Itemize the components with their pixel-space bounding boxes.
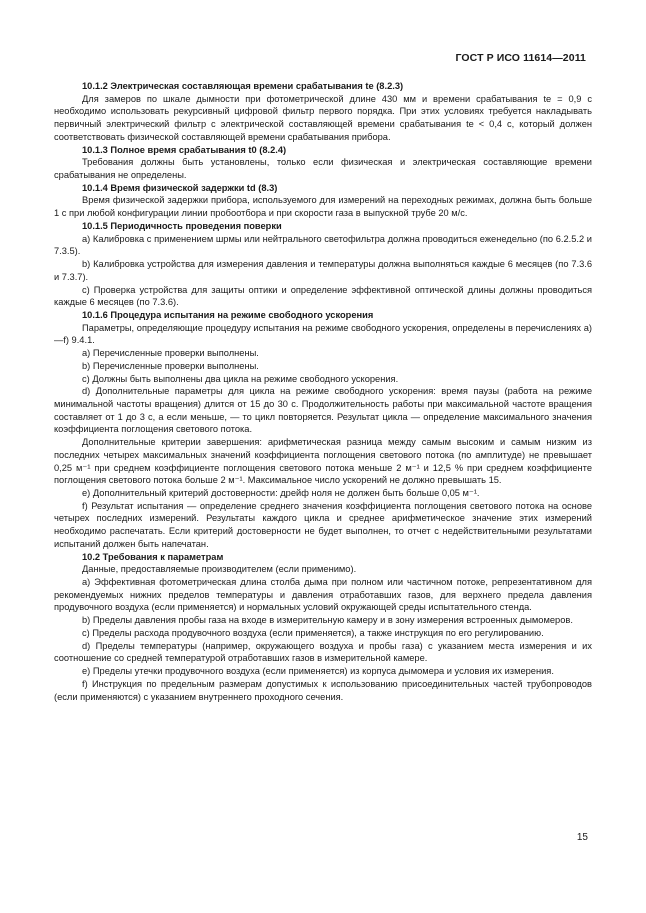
section-heading: 10.1.4 Время физической задержки td (8.3): [82, 182, 278, 193]
paragraph: b) Перечисленные проверки выполнены.: [82, 360, 259, 371]
paragraph: e) Дополнительный критерий достоверности: дрейф ноля не должен быть больше 0,05 м⁻¹.: [82, 488, 480, 498]
page-number: 15: [576, 832, 588, 843]
paragraph: d) Пределы температуры (например, окружающего воздуха и пробы газа) с указанием места измерения и их соотношение со средней температурой отработавших газов в измерительной камере.: [54, 640, 592, 664]
section-heading: 10.1.5 Периодичность проведения поверки: [82, 220, 282, 231]
paragraph: f) Результат испытания — определение среднего значения коэффициента поглощения светового потока на основе четырех последних измерений. Результаты каждого цикла и среднее арифметическое значение этих измерений необходимо распечатать. Если критерий достоверности не будет выполнен, то отчет с недействительными результатами испытаний должен быть напечатан.: [54, 500, 592, 549]
paragraph: Параметры, определяющие процедуру испытания на режиме свободного ускорения, определены в перечислениях а)—f) 9.4.1.: [54, 322, 592, 346]
section-heading: 10.2 Требования к параметрам: [82, 551, 224, 562]
paragraph: Для замеров по шкале дымности при фотометрической длине 430 мм и времени срабатывания tе = 0,9 с необходимо использовать рекурсивный цифровой фильтр первого порядка. При этих условиях требуется накладывать первичный электрический фильтр с электрической составляющей времени срабатывания tе < 0,4 с, который должен соответствовать физической составляющей времени срабатывания прибора.: [54, 93, 592, 142]
section-heading: 10.1.3 Полное время срабатывания t0 (8.2.4): [82, 144, 287, 155]
document-body: [54, 80, 592, 703]
paragraph: f) Инструкция по предельным размерам допустимых к использованию присоединительных частей трубопроводов (если применяются) с указанием внутреннего проходного сечения.: [54, 678, 592, 702]
paragraph: e) Пределы утечки продувочного воздуха (если применяется) из корпуса дымомера и условия их измерения.: [82, 666, 554, 677]
paragraph: c) Пределы расхода продувочного воздуха (если применяется), а также инструкция по его регулированию.: [82, 627, 544, 638]
section-heading: 10.1.2 Электрическая составляющая времени срабатывания tе (8.2.3): [82, 81, 404, 91]
paragraph: b) Калибровка устройства для измерения давления и температуры должна выполняться каждые 6 месяцев (по 7.3.6 и 7.3.7).: [54, 259, 592, 282]
section-heading: 10.1.6 Процедура испытания на режиме свободного ускорения: [82, 309, 374, 320]
page-header-standard: ГОСТ Р ИСО 11614—2011: [455, 52, 586, 64]
paragraph: c) Должны быть выполнены два цикла на режиме свободного ускорения.: [82, 373, 399, 384]
paragraph: c) Проверка устройства для защиты оптики и определение эффективной оптической длины должны проводиться каждые 6 месяцев (по 7.3.6).: [54, 284, 592, 308]
paragraph: b) Пределы давления пробы газа на входе в измерительную камеру и в зону измерения встроенных дымомеров.: [82, 615, 573, 626]
paragraph: Требования должны быть установлены, только если физическая и электрическая составляющие времени срабатывания не определены.: [54, 157, 592, 181]
paragraph: Данные, предоставляемые производителем (если применимо).: [82, 564, 357, 575]
paragraph: Время физической задержки прибора, используемого для измерений на переходных режимах, должна быть больше 1 с при любой конфигурации линии пробоотбора и при скорости газа в выпускной трубе 20 м/с.: [54, 195, 592, 219]
paragraph: a) Перечисленные проверки выполнены.: [82, 348, 259, 359]
paragraph: a) Калибровка с применением шрмы или нейтрального светофильтра должна проводиться еженедельно (по 6.2.5.2 и 7.3.5).: [54, 233, 592, 257]
paragraph: a) Эффективная фотометрическая длина столба дыма при полном или частичном потоке, репрезентативном для рекомендуемых нижних пределов температуры и давления отработавших газов, для верхнего предела давления продувочного воздуха (если применяется) и нормальных условий окружающей среды испытательного стенда.: [54, 577, 592, 613]
paragraph: Дополнительные критерии завершения: арифметическая разница между самым высоким и самым низким из последних четырех максимальных значений коэффициента поглощения светового потока (по амплитуде) не превышает 0,25 м⁻¹ при среднем коэффициенте поглощения светового потока меньше 2 м⁻¹ и 12,5 % при среднем коэффициенте поглощения светового потока больше 2 м⁻¹. Максимальное число ускорений не должно превышать 15.: [54, 437, 592, 486]
paragraph: d) Дополнительные параметры для цикла на режиме свободного ускорения: время паузы (работа на режиме минимальной частоты вращения) длится от 15 до 30 с. Продолжительность работы при максимальной частоте вращения составляет от 1 до 3 с, а если меньше, — то цикл повторяется. Результат цикла — определение максимального значения коэффициента поглощения светового потока.: [54, 386, 592, 435]
